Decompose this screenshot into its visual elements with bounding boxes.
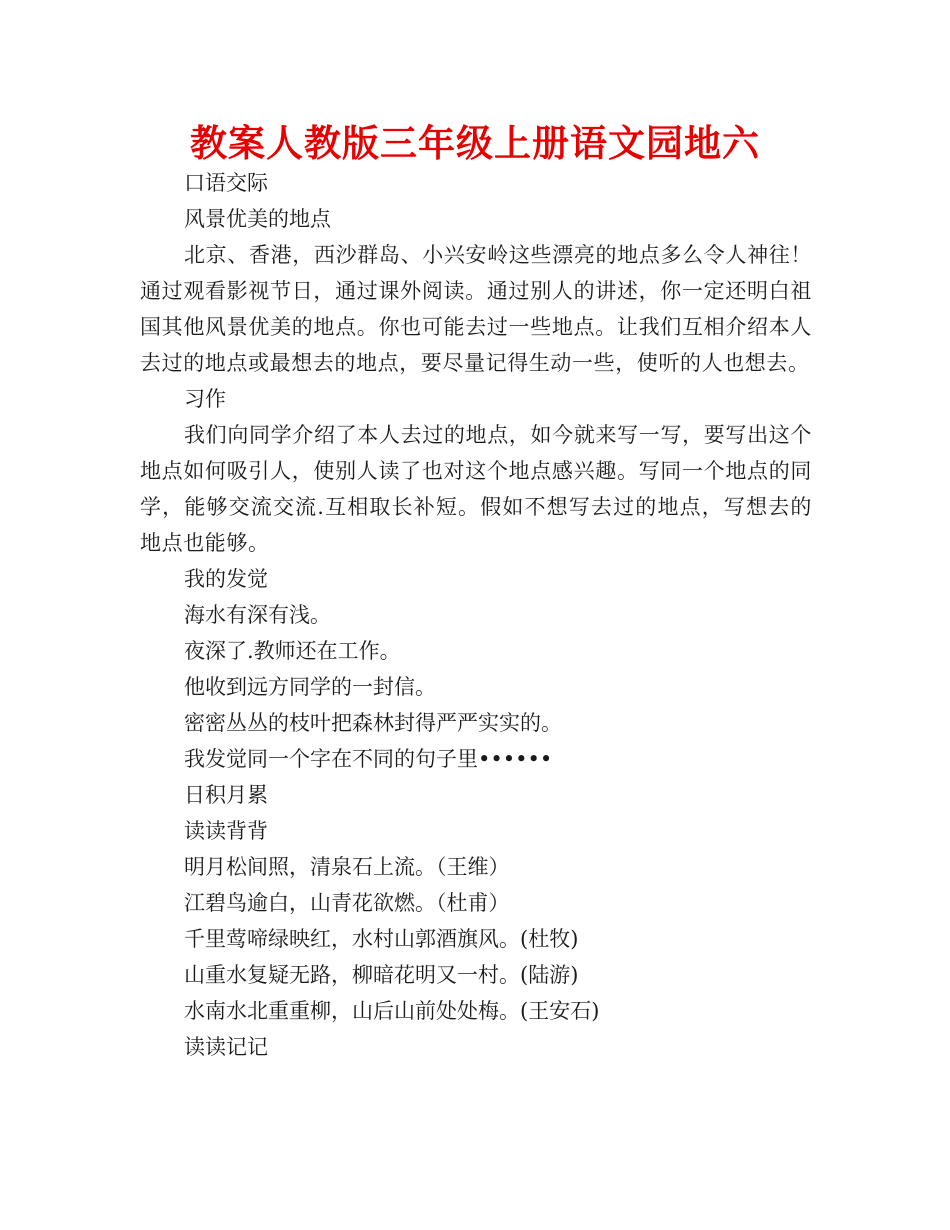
section-heading-accumulate: 日积月累: [184, 783, 268, 807]
poem-line: 山重水复疑无路，柳暗花明又一村。(陆游): [184, 963, 579, 987]
poem-line: 水南水北重重柳，山后山前处处梅。(王安石): [184, 999, 600, 1023]
section-heading-remember: 读读记记: [184, 1035, 268, 1059]
paragraph-writing: 我们向同学介绍了本人去过的地点，如今就来写一写，要写出这个地点如何吸引人，使别人读了也对这个地点感兴趣。写同一个地点的同学，能够交流交流.互相取长补短。假如不想写去过的地点，写想去的地点也能够。: [140, 423, 812, 555]
document-title: 教案人教版三年级上册语文园地六: [190, 122, 760, 165]
poem-line: 明月松间照，清泉石上流。（王维）: [184, 855, 510, 879]
discovery-line: 密密丛丛的枝叶把森林封得严严实实的。: [184, 711, 562, 735]
discovery-line: 他收到远方同学的一封信。: [184, 675, 436, 699]
section-heading-recite: 读读背背: [184, 819, 268, 843]
poem-line: 江碧鸟逾白，山青花欲燃。（杜甫）: [184, 891, 510, 915]
discovery-line: 我发觉同一个字在不同的句子里••••••: [184, 747, 553, 771]
section-heading-oral: 口语交际: [184, 171, 268, 195]
paragraph-oral: 北京、香港，西沙群岛、小兴安岭这些漂亮的地点多么令人神往！通过观看影视节日，通过课外阅读。通过别人的讲述，你一定还明白祖国其他风景优美的地点。你也可能去过一些地点。让我们互相介绍本人去过的地点或最想去的地点，要尽量记得生动一些，使听的人也想去。: [140, 243, 812, 375]
section-heading-discovery: 我的发觉: [184, 567, 268, 591]
section-heading-writing: 习作: [184, 387, 226, 411]
poem-line: 千里莺啼绿映红，水村山郭酒旗风。(杜牧): [184, 927, 579, 951]
section-topic-oral: 风景优美的地点: [184, 207, 331, 231]
discovery-line: 夜深了.教师还在工作。: [184, 639, 401, 663]
document-body: [140, 165, 812, 1065]
discovery-line: 海水有深有浅。: [184, 603, 331, 627]
